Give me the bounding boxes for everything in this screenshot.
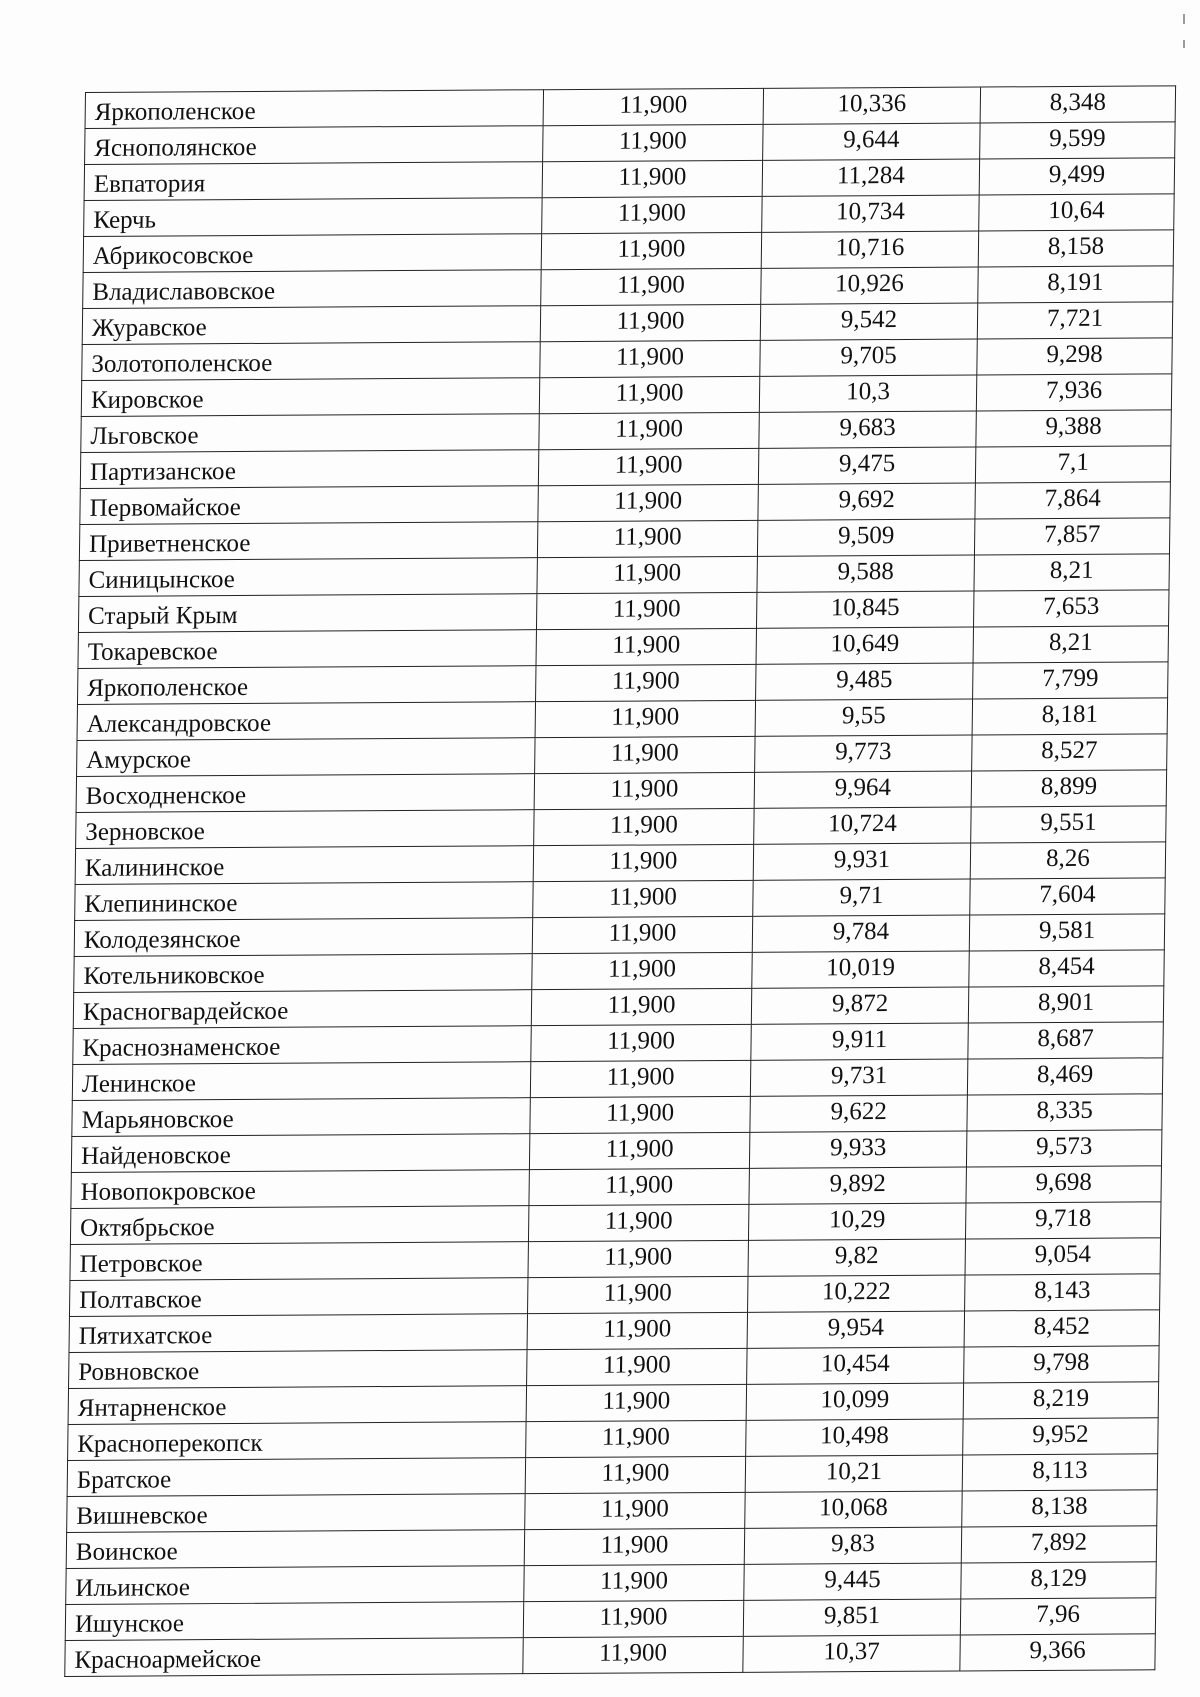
value-col-3: 9,698 xyxy=(966,1166,1161,1203)
value-col-3: 8,527 xyxy=(972,734,1167,771)
municipality-name: Синицынское xyxy=(79,558,538,597)
value-col-1: 11,900 xyxy=(541,268,761,305)
municipality-name: Владиславовское xyxy=(83,270,542,309)
value-col-1: 11,900 xyxy=(524,1528,744,1565)
value-col-2: 9,588 xyxy=(757,555,974,592)
value-col-2: 10,724 xyxy=(754,807,971,844)
municipality-name: Евпатория xyxy=(84,162,543,201)
value-col-1: 11,900 xyxy=(536,592,756,629)
value-col-2: 9,683 xyxy=(759,411,976,448)
value-col-3: 8,219 xyxy=(963,1382,1158,1419)
value-col-3: 9,298 xyxy=(977,338,1172,375)
value-col-1: 11,900 xyxy=(528,1204,748,1241)
value-col-3: 8,454 xyxy=(969,950,1164,987)
value-col-3: 8,113 xyxy=(962,1454,1157,1491)
value-col-2: 9,705 xyxy=(760,339,977,376)
value-col-2: 9,82 xyxy=(748,1239,965,1276)
municipality-name: Журавское xyxy=(82,306,541,345)
value-col-1: 11,900 xyxy=(533,844,753,881)
value-col-3: 9,798 xyxy=(964,1346,1159,1383)
value-col-1: 11,900 xyxy=(537,556,757,593)
value-col-3: 9,718 xyxy=(965,1202,1160,1239)
value-col-1: 11,900 xyxy=(535,700,755,737)
value-col-3: 8,21 xyxy=(973,626,1168,663)
value-col-3: 7,799 xyxy=(973,662,1168,699)
value-col-3: 9,573 xyxy=(966,1130,1161,1167)
value-col-3: 8,899 xyxy=(971,770,1166,807)
value-col-1: 11,900 xyxy=(527,1348,747,1385)
value-col-1: 11,900 xyxy=(538,448,758,485)
municipality-name: Токаревское xyxy=(78,630,537,669)
value-col-1: 11,900 xyxy=(533,880,753,917)
value-col-3: 9,054 xyxy=(965,1238,1160,1275)
municipality-name: Красноармейское xyxy=(65,1638,524,1677)
municipality-name: Восходненское xyxy=(76,774,535,813)
value-col-1: 11,900 xyxy=(536,628,756,665)
municipality-name: Первомайское xyxy=(80,486,539,525)
value-col-1: 11,900 xyxy=(542,160,762,197)
value-col-3: 8,191 xyxy=(978,266,1173,303)
value-col-2: 9,509 xyxy=(757,519,974,556)
value-col-3: 8,469 xyxy=(967,1058,1162,1095)
municipality-name: Воинское xyxy=(66,1530,525,1569)
value-col-2: 9,485 xyxy=(756,663,973,700)
value-col-2: 9,911 xyxy=(751,1023,968,1060)
municipality-name: Октябрьское xyxy=(70,1206,529,1245)
municipality-name: Яркополенское xyxy=(77,666,536,705)
value-col-3: 7,653 xyxy=(974,590,1169,627)
value-col-1: 11,900 xyxy=(542,196,762,233)
municipality-name: Старый Крым xyxy=(78,594,537,633)
municipality-name: Братское xyxy=(67,1458,526,1497)
municipality-name: Петровское xyxy=(70,1242,529,1281)
municipality-name: Александровское xyxy=(77,702,536,741)
municipality-name: Керчь xyxy=(84,198,543,237)
municipality-name: Колодезянское xyxy=(74,918,533,957)
value-col-2: 9,542 xyxy=(760,303,977,340)
value-col-1: 11,900 xyxy=(528,1240,748,1277)
data-table-container xyxy=(64,85,1175,1677)
municipality-name: Ишунское xyxy=(65,1602,524,1641)
value-col-2: 9,964 xyxy=(754,771,971,808)
value-col-3: 8,158 xyxy=(978,230,1173,267)
value-col-2: 10,222 xyxy=(748,1275,965,1312)
value-col-2: 10,716 xyxy=(761,231,978,268)
table-row xyxy=(65,1634,1156,1677)
value-col-1: 11,900 xyxy=(536,664,756,701)
value-col-1: 11,900 xyxy=(529,1132,749,1169)
municipality-name: Амурское xyxy=(77,738,536,777)
municipality-name: Марьяновское xyxy=(72,1098,531,1137)
municipality-name: Ленинское xyxy=(72,1062,531,1101)
municipality-name: Золотополенское xyxy=(82,342,541,381)
value-col-2: 9,622 xyxy=(750,1095,967,1132)
municipality-name: Вишневское xyxy=(67,1494,526,1533)
municipality-name: Абрикосовское xyxy=(83,234,542,273)
value-col-3: 8,129 xyxy=(961,1562,1156,1599)
value-col-2: 9,931 xyxy=(753,843,970,880)
value-col-3: 8,452 xyxy=(964,1310,1159,1347)
value-col-3: 7,892 xyxy=(961,1526,1156,1563)
municipality-name: Найденовское xyxy=(71,1134,530,1173)
municipality-name: Зерновское xyxy=(76,810,535,849)
value-col-3: 7,721 xyxy=(977,302,1172,339)
municipality-name: Полтавское xyxy=(69,1278,528,1317)
value-col-1: 11,900 xyxy=(540,340,760,377)
value-col-2: 9,933 xyxy=(749,1131,966,1168)
value-col-2: 10,454 xyxy=(747,1347,964,1384)
value-col-1: 11,900 xyxy=(527,1312,747,1349)
value-col-2: 10,3 xyxy=(759,375,976,412)
value-col-1: 11,900 xyxy=(543,88,763,125)
value-col-1: 11,900 xyxy=(523,1636,743,1673)
value-col-2: 10,926 xyxy=(761,267,978,304)
value-col-3: 7,604 xyxy=(970,878,1165,915)
municipality-name: Красноперекопск xyxy=(68,1422,527,1461)
municipality-name: Ильинское xyxy=(66,1566,525,1605)
value-col-1: 11,900 xyxy=(539,376,759,413)
municipality-name: Краснознаменское xyxy=(73,1026,532,1065)
scan-artifact xyxy=(1183,14,1185,24)
value-col-2: 9,773 xyxy=(755,735,972,772)
municipality-name: Новопокровское xyxy=(71,1170,530,1209)
value-col-2: 9,83 xyxy=(744,1527,961,1564)
value-col-2: 9,692 xyxy=(758,483,975,520)
scan-artifact xyxy=(1183,40,1185,48)
value-col-1: 11,900 xyxy=(539,412,759,449)
value-col-1: 11,900 xyxy=(531,988,751,1025)
value-col-2: 9,851 xyxy=(743,1599,960,1636)
value-col-3: 8,335 xyxy=(967,1094,1162,1131)
value-col-3: 8,901 xyxy=(968,986,1163,1023)
value-col-1: 11,900 xyxy=(526,1384,746,1421)
value-col-1: 11,900 xyxy=(529,1168,749,1205)
value-col-1: 11,900 xyxy=(534,772,754,809)
value-col-3: 10,64 xyxy=(979,194,1174,231)
value-col-1: 11,900 xyxy=(535,736,755,773)
value-col-2: 10,099 xyxy=(746,1383,963,1420)
value-col-3: 9,366 xyxy=(960,1634,1155,1671)
municipality-name: Яснополянское xyxy=(85,126,544,165)
value-col-2: 10,068 xyxy=(745,1491,962,1528)
value-col-2: 9,784 xyxy=(752,915,969,952)
value-col-3: 8,26 xyxy=(970,842,1165,879)
value-col-1: 11,900 xyxy=(528,1276,748,1313)
value-col-3: 9,952 xyxy=(963,1418,1158,1455)
value-col-1: 11,900 xyxy=(525,1492,745,1529)
value-col-3: 8,21 xyxy=(974,554,1169,591)
municipality-name: Янтарненское xyxy=(68,1386,527,1425)
value-col-3: 9,388 xyxy=(976,410,1171,447)
municipality-name: Пятихатское xyxy=(69,1314,528,1353)
value-col-3: 8,143 xyxy=(965,1274,1160,1311)
value-col-1: 11,900 xyxy=(530,1060,750,1097)
value-col-2: 9,644 xyxy=(763,123,980,160)
value-col-1: 11,900 xyxy=(538,484,758,521)
value-col-3: 8,687 xyxy=(968,1022,1163,1059)
value-col-2: 9,71 xyxy=(753,879,970,916)
value-col-1: 11,900 xyxy=(534,808,754,845)
municipality-name: Клепининское xyxy=(75,882,534,921)
value-col-1: 11,900 xyxy=(532,916,752,953)
value-col-3: 7,864 xyxy=(975,482,1170,519)
value-col-3: 7,936 xyxy=(976,374,1171,411)
value-col-2: 10,498 xyxy=(746,1419,963,1456)
value-col-3: 9,581 xyxy=(969,914,1164,951)
value-col-1: 11,900 xyxy=(541,232,761,269)
municipality-name: Яркополенское xyxy=(85,90,544,129)
municipality-name: Красногвардейское xyxy=(73,990,532,1029)
value-col-2: 10,336 xyxy=(763,87,980,124)
value-col-2: 9,954 xyxy=(747,1311,964,1348)
value-col-1: 11,900 xyxy=(523,1600,743,1637)
value-col-1: 11,900 xyxy=(525,1456,745,1493)
value-col-3: 9,599 xyxy=(980,122,1175,159)
value-col-2: 11,284 xyxy=(762,159,979,196)
municipality-name: Калининское xyxy=(75,846,534,885)
municipality-name: Котельниковское xyxy=(74,954,533,993)
value-col-2: 10,845 xyxy=(756,591,973,628)
value-col-1: 11,900 xyxy=(530,1096,750,1133)
value-col-2: 10,649 xyxy=(756,627,973,664)
value-col-3: 8,181 xyxy=(972,698,1167,735)
value-col-2: 9,892 xyxy=(749,1167,966,1204)
value-col-2: 10,734 xyxy=(762,195,979,232)
value-col-2: 10,21 xyxy=(745,1455,962,1492)
data-table xyxy=(64,85,1176,1677)
table-body xyxy=(65,86,1176,1677)
value-col-1: 11,900 xyxy=(526,1420,746,1457)
value-col-1: 11,900 xyxy=(532,952,752,989)
value-col-3: 7,96 xyxy=(960,1598,1155,1635)
value-col-2: 10,37 xyxy=(743,1635,960,1672)
value-col-2: 9,445 xyxy=(744,1563,961,1600)
municipality-name: Кировское xyxy=(81,378,540,417)
value-col-1: 11,900 xyxy=(543,124,763,161)
value-col-1: 11,900 xyxy=(540,304,760,341)
municipality-name: Приветненское xyxy=(79,522,538,561)
municipality-name: Льговское xyxy=(81,414,540,453)
value-col-2: 9,55 xyxy=(755,699,972,736)
value-col-3: 7,857 xyxy=(974,518,1169,555)
value-col-2: 9,731 xyxy=(750,1059,967,1096)
value-col-3: 8,138 xyxy=(962,1490,1157,1527)
value-col-1: 11,900 xyxy=(537,520,757,557)
value-col-3: 7,1 xyxy=(975,446,1170,483)
municipality-name: Партизанское xyxy=(80,450,539,489)
value-col-3: 9,551 xyxy=(971,806,1166,843)
value-col-2: 10,29 xyxy=(748,1203,965,1240)
value-col-2: 9,475 xyxy=(758,447,975,484)
value-col-2: 10,019 xyxy=(752,951,969,988)
value-col-2: 9,872 xyxy=(751,987,968,1024)
value-col-3: 9,499 xyxy=(979,158,1174,195)
value-col-1: 11,900 xyxy=(531,1024,751,1061)
value-col-3: 8,348 xyxy=(980,86,1175,123)
municipality-name: Ровновское xyxy=(69,1350,528,1389)
value-col-1: 11,900 xyxy=(524,1564,744,1601)
